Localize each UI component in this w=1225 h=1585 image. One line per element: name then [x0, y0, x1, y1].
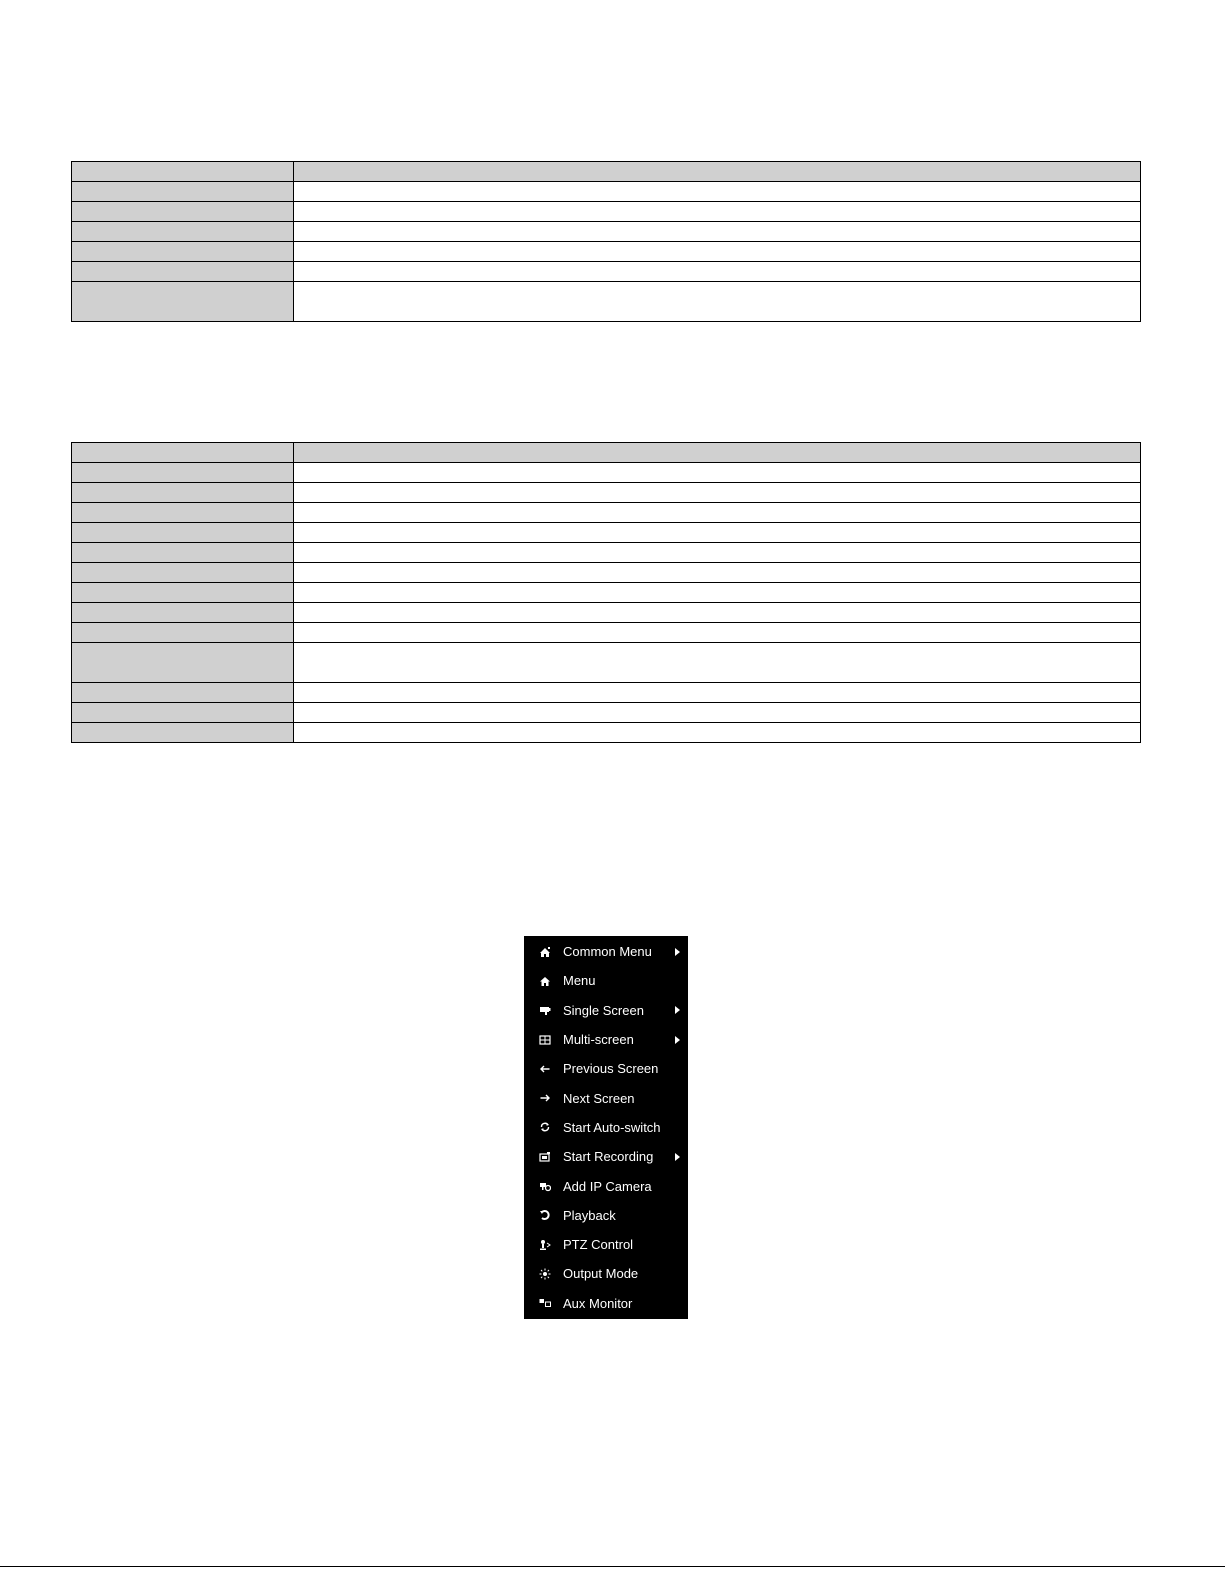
single-screen-icon [524, 1004, 563, 1016]
table-row [72, 242, 1141, 262]
cell-value [294, 563, 1141, 583]
table-row [72, 182, 1141, 202]
table-row [72, 503, 1141, 523]
cell-label [72, 463, 294, 483]
output-mode-icon [524, 1268, 563, 1280]
multi-screen-icon [524, 1034, 563, 1046]
cell-value [294, 463, 1141, 483]
submenu-arrow-icon [675, 948, 680, 956]
table-row [72, 643, 1141, 683]
menu-item-label: Common Menu [563, 944, 652, 960]
menu-item-add-ip-camera[interactable] [524, 1171, 688, 1200]
cell-value [294, 242, 1141, 262]
menu-item-start-auto-switch[interactable] [524, 1113, 688, 1142]
menu-item-single-screen[interactable] [524, 996, 688, 1025]
cell-label [72, 583, 294, 603]
menu-item-label: Start Auto-switch [563, 1119, 661, 1135]
header-cell-value [294, 443, 1141, 463]
cell-value [294, 503, 1141, 523]
aux-monitor-icon [524, 1297, 563, 1309]
spec-table-1 [71, 161, 1141, 322]
menu-item-label: Single Screen [563, 1002, 644, 1018]
menu-item-label: Output Mode [563, 1266, 639, 1282]
table-row [72, 202, 1141, 222]
live-view-context-menu [524, 936, 688, 1319]
menu-item-label: Add IP Camera [563, 1178, 652, 1194]
table-row [72, 683, 1141, 703]
cell-value [294, 483, 1141, 503]
submenu-arrow-icon [675, 1006, 680, 1014]
ptz-icon [524, 1239, 563, 1251]
header-cell-label [72, 162, 294, 182]
home-icon [524, 975, 563, 987]
submenu-arrow-icon [675, 1153, 680, 1161]
cell-value [294, 182, 1141, 202]
cell-label [72, 563, 294, 583]
table-row [72, 603, 1141, 623]
cell-label [72, 643, 294, 683]
cell-value [294, 282, 1141, 322]
table-row [72, 563, 1141, 583]
menu-item-label: Playback [563, 1207, 616, 1223]
cell-label [72, 483, 294, 503]
table-header-row [72, 443, 1141, 463]
cell-value [294, 643, 1141, 683]
cell-label [72, 623, 294, 643]
menu-item-output-mode[interactable] [524, 1259, 688, 1288]
table-row [72, 463, 1141, 483]
menu-item-ptz-control[interactable] [524, 1230, 688, 1259]
page-footer-rule [0, 1566, 1225, 1567]
cell-value [294, 543, 1141, 563]
menu-item-playback[interactable] [524, 1201, 688, 1230]
menu-item-label: Multi-screen [563, 1032, 634, 1048]
cell-value [294, 222, 1141, 242]
menu-item-label: Start Recording [563, 1149, 654, 1165]
table-row [72, 543, 1141, 563]
menu-item-label: PTZ Control [563, 1237, 634, 1253]
table-row [72, 282, 1141, 322]
playback-icon [524, 1209, 563, 1221]
table-row [72, 523, 1141, 543]
cell-value [294, 723, 1141, 743]
menu-item-common-menu[interactable] [524, 937, 688, 966]
table-header-row [72, 162, 1141, 182]
auto-switch-icon [524, 1121, 563, 1133]
header-cell-value [294, 162, 1141, 182]
cell-value [294, 583, 1141, 603]
recording-icon [524, 1151, 563, 1163]
table-row [72, 222, 1141, 242]
table-row [72, 703, 1141, 723]
table-row [72, 262, 1141, 282]
cell-value [294, 523, 1141, 543]
cell-label [72, 182, 294, 202]
cell-label [72, 202, 294, 222]
cell-label [72, 543, 294, 563]
menu-item-label: Next Screen [563, 1090, 635, 1106]
header-cell-label [72, 443, 294, 463]
arrow-left-icon [524, 1063, 563, 1075]
cell-value [294, 683, 1141, 703]
menu-item-multi-screen[interactable] [524, 1025, 688, 1054]
cell-label [72, 523, 294, 543]
cell-value [294, 202, 1141, 222]
menu-item-next-screen[interactable] [524, 1083, 688, 1112]
submenu-arrow-icon [675, 1036, 680, 1044]
cell-label [72, 262, 294, 282]
cell-label [72, 683, 294, 703]
cell-label [72, 703, 294, 723]
cell-label [72, 222, 294, 242]
cell-label [72, 503, 294, 523]
menu-item-previous-screen[interactable] [524, 1054, 688, 1083]
menu-item-label: Aux Monitor [563, 1295, 633, 1311]
spec-table-2 [71, 442, 1141, 743]
menu-item-start-recording[interactable] [524, 1142, 688, 1171]
menu-item-menu[interactable] [524, 966, 688, 995]
cell-label [72, 242, 294, 262]
menu-item-aux-monitor[interactable] [524, 1289, 688, 1318]
cell-label [72, 282, 294, 322]
cell-value [294, 623, 1141, 643]
cell-label [72, 603, 294, 623]
cell-value [294, 262, 1141, 282]
arrow-right-icon [524, 1092, 563, 1104]
table-row [72, 623, 1141, 643]
common-menu-icon [524, 946, 563, 958]
cell-value [294, 603, 1141, 623]
menu-item-label: Menu [563, 973, 596, 989]
cell-value [294, 703, 1141, 723]
ip-camera-icon [524, 1180, 563, 1192]
table-row [72, 483, 1141, 503]
menu-item-label: Previous Screen [563, 1061, 659, 1077]
cell-label [72, 723, 294, 743]
table-row [72, 583, 1141, 603]
table-row [72, 723, 1141, 743]
